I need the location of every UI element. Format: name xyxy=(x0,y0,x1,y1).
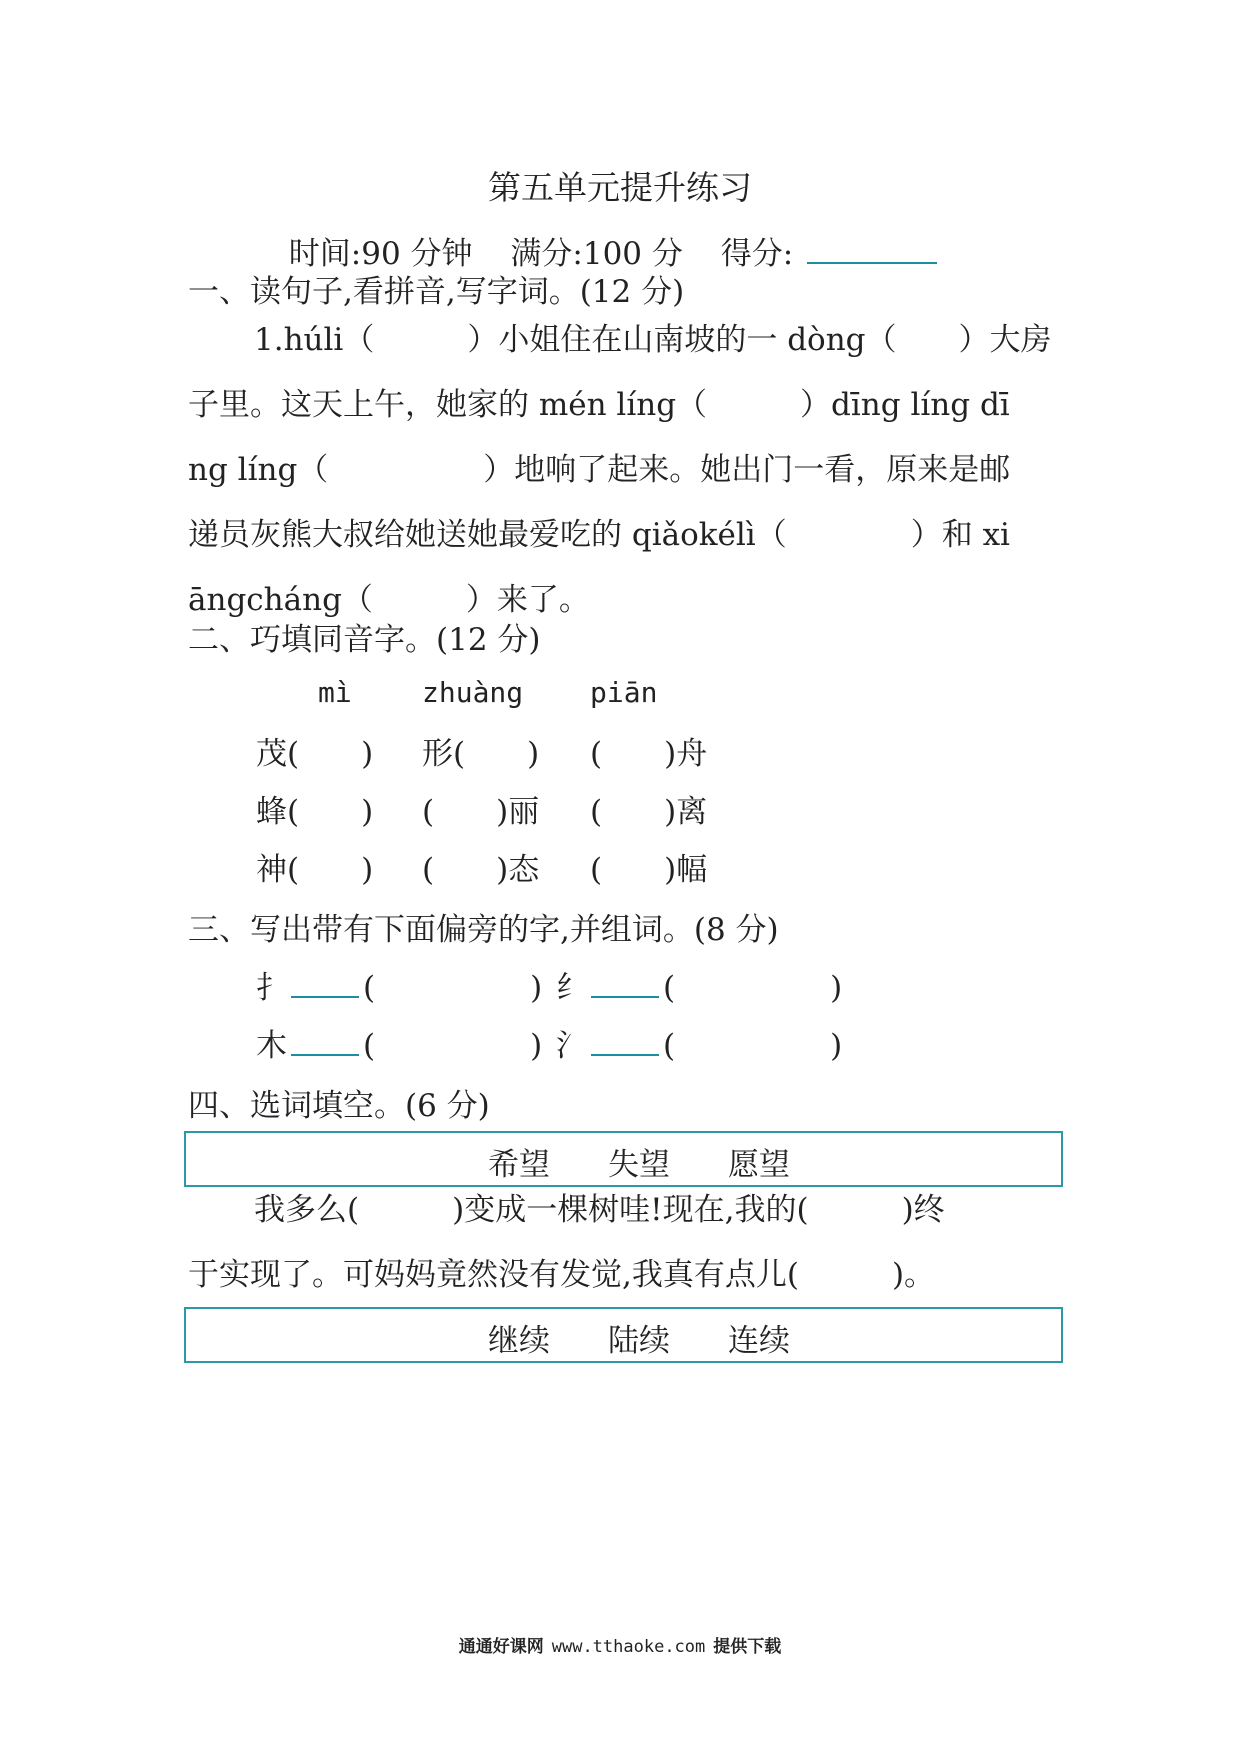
radical-item[interactable] xyxy=(256,962,542,1007)
section1-line: ng líng（ ）地响了起来。她出门一看，原来是邮 xyxy=(188,452,1011,488)
page-title: 第五单元提升练习 xyxy=(488,168,752,207)
homophone-item[interactable]: ( )丽 xyxy=(422,794,540,830)
pinyin-label: zhuàng xyxy=(422,676,524,709)
radical-item[interactable] xyxy=(556,1020,842,1065)
radical-char: 木 xyxy=(256,1028,287,1064)
section1-line: 1.húli（ ）小姐住在山南坡的一 dòng（ ）大房 xyxy=(254,322,1052,358)
radical-char: 纟 xyxy=(556,970,587,1006)
radical-item[interactable] xyxy=(256,1020,542,1065)
word-option: 连续 xyxy=(728,1323,790,1359)
section1-paragraph xyxy=(188,308,1058,633)
section4-line: 于实现了。可妈妈竟然没有发觉,我真有点儿( )。 xyxy=(188,1257,936,1293)
section4-line: 我多么( )变成一棵树哇!现在,我的( )终 xyxy=(254,1192,945,1228)
section2-heading: 二、巧填同音字。(12 分) xyxy=(188,622,541,658)
section4-paragraph xyxy=(188,1178,1058,1308)
score-label: 得分: xyxy=(720,236,794,272)
word-option: 继续 xyxy=(488,1323,550,1359)
homophone-item[interactable]: ( )幅 xyxy=(590,852,708,888)
footer xyxy=(0,1632,1240,1657)
word-option: 愿望 xyxy=(728,1147,790,1183)
full-score: 满分:100 分 xyxy=(510,236,683,272)
section3-heading: 三、写出带有下面偏旁的字,并组词。(8 分) xyxy=(188,912,779,948)
radical-item[interactable] xyxy=(556,962,842,1007)
word-paren: ( ) xyxy=(363,970,543,1006)
radical-char: 氵 xyxy=(556,1028,587,1064)
footer-site-name: 通通好课网 xyxy=(458,1637,544,1657)
homophone-item[interactable]: 神( ) xyxy=(256,852,374,888)
score-field xyxy=(721,236,951,272)
homophone-item[interactable]: 蜂( ) xyxy=(256,794,374,830)
time-limit: 时间:90 分钟 xyxy=(288,236,473,272)
score-blank[interactable] xyxy=(807,234,937,264)
section1-line: 递员灰熊大叔给她送她最爱吃的 qiǎokélì（ ）和 xi xyxy=(188,517,1010,553)
homophone-item[interactable]: 茂( ) xyxy=(256,736,374,772)
radical-blank[interactable] xyxy=(591,972,659,998)
pinyin-label: piān xyxy=(590,676,658,709)
radical-blank[interactable] xyxy=(291,1030,359,1056)
word-option: 希望 xyxy=(488,1147,550,1183)
pinyin-label: mì xyxy=(318,676,352,709)
word-option: 失望 xyxy=(608,1147,670,1183)
word-paren: ( ) xyxy=(663,1028,843,1064)
word-paren: ( ) xyxy=(363,1028,543,1064)
radical-char: 扌 xyxy=(256,970,287,1006)
homophone-item[interactable]: ( )舟 xyxy=(590,736,708,772)
footer-download: 提供下载 xyxy=(713,1637,782,1657)
section1-line: 子里。这天上午，她家的 mén líng（ ）dīng líng dī xyxy=(188,387,1010,423)
word-option: 陆续 xyxy=(608,1323,670,1359)
radical-blank[interactable] xyxy=(591,1030,659,1056)
word-box-2 xyxy=(184,1307,1063,1363)
homophone-item[interactable]: 形( ) xyxy=(422,736,540,772)
section1-heading: 一、读句子,看拼音,写字词。(12 分) xyxy=(188,274,685,310)
section1-line: āngcháng（ ）来了。 xyxy=(188,582,590,618)
footer-url[interactable]: www.tthaoke.com xyxy=(551,1637,706,1657)
word-paren: ( ) xyxy=(663,970,843,1006)
homophone-item[interactable]: ( )态 xyxy=(422,852,540,888)
radical-blank[interactable] xyxy=(291,972,359,998)
homophone-item[interactable]: ( )离 xyxy=(590,794,708,830)
section4-heading: 四、选词填空。(6 分) xyxy=(188,1088,490,1124)
